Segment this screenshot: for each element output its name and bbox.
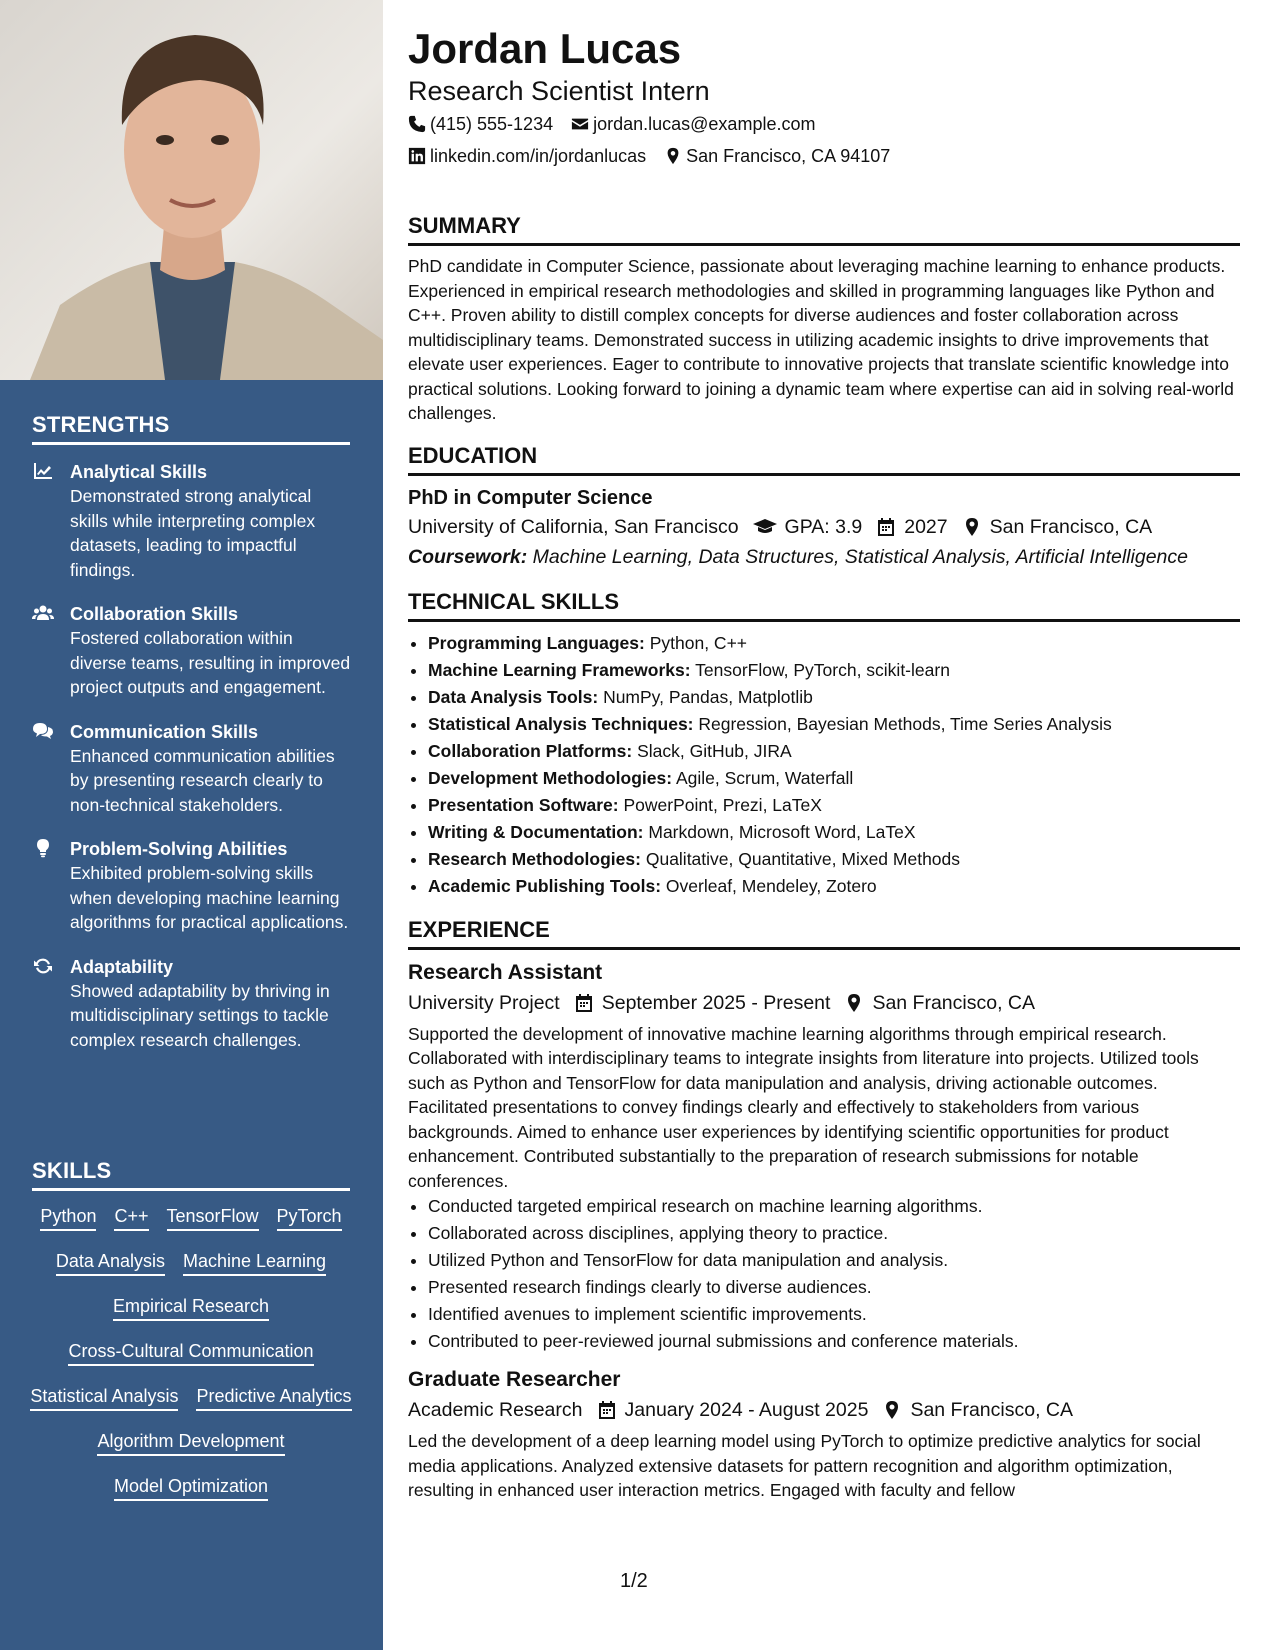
phone-icon — [408, 115, 426, 133]
tech-skill-value: Python, C++ — [649, 632, 748, 653]
lightbulb-icon — [32, 837, 70, 935]
technical-skills-heading: TECHNICAL SKILLS — [408, 588, 1240, 622]
job-location — [882, 1395, 1073, 1425]
calendar-icon — [597, 1400, 617, 1420]
list-item: • Conducted targeted empirical research on machine learning algorithms. — [428, 1193, 1240, 1220]
coursework-list: Machine Learning, Data Structures, Statistical Analysis, Artificial Intelligence — [532, 545, 1188, 568]
strength-description: Fostered collaboration within diverse teams, resulting in improved project outputs and engagement. — [70, 628, 351, 697]
tech-skill-label: Research Methodologies: — [428, 848, 641, 869]
strength-description: Demonstrated strong analytical skills while interpreting complex datasets, leading to impactful findings. — [70, 486, 316, 580]
list-item — [428, 711, 1240, 738]
job-location — [844, 988, 1035, 1018]
tech-skill-value: Regression, Bayesian Methods, Time Series Analysis — [698, 713, 1112, 734]
skill-tag: Algorithm Development — [97, 1429, 284, 1456]
skills-heading: SKILLS — [32, 1158, 350, 1191]
linkedin-icon — [408, 147, 426, 165]
job-meta — [408, 988, 1240, 1018]
calendar-icon — [876, 517, 896, 537]
education-degree: PhD in Computer Science — [408, 486, 653, 509]
skill-tag: Empirical Research — [113, 1294, 269, 1321]
job-entry — [408, 1365, 1240, 1503]
list-item — [428, 738, 1240, 765]
calendar-icon — [574, 993, 594, 1013]
strength-item — [32, 955, 352, 1053]
skill-tag: TensorFlow — [167, 1204, 259, 1231]
strength-description: Enhanced communication abilities by presenting research clearly to non-technical stakeholders. — [70, 745, 335, 815]
tech-skill-value: Slack, GitHub, JIRA — [637, 740, 792, 761]
list-item — [428, 630, 1240, 657]
chart-line-icon — [32, 460, 70, 582]
comments-icon — [32, 720, 70, 818]
main-content — [408, 24, 1240, 1503]
job-entry — [408, 958, 1240, 1356]
skill-tag: Statistical Analysis — [30, 1384, 178, 1411]
summary-heading: SUMMARY — [408, 212, 1240, 246]
job-meta — [408, 1395, 1240, 1425]
job-title: Graduate Researcher — [408, 1368, 621, 1391]
job-bullets — [408, 1193, 1240, 1355]
job-dates — [597, 1395, 869, 1425]
tech-skill-label: Programming Languages: — [428, 632, 645, 653]
map-pin-icon — [664, 147, 682, 165]
tech-skill-label: Academic Publishing Tools: — [428, 875, 662, 896]
list-item — [428, 657, 1240, 684]
education-location — [962, 512, 1153, 542]
tech-skill-label: Statistical Analysis Techniques: — [428, 713, 694, 734]
tech-skill-label: Machine Learning Frameworks: — [428, 659, 691, 680]
education-gpa — [753, 512, 863, 542]
page-number: 1/2 — [620, 1570, 648, 1592]
skill-tag: PyTorch — [277, 1204, 342, 1231]
tech-skill-value: TensorFlow, PyTorch, scikit-learn — [695, 659, 950, 680]
strength-item — [32, 602, 352, 700]
year-text: 2027 — [904, 515, 948, 538]
location-text: San Francisco, CA 94107 — [686, 146, 891, 166]
summary-text: PhD candidate in Computer Science, passionate about leveraging machine learning to enhance products. Experienced in empirical research methodologies and skilled in programming languages like Python and C++. Proven ability to distill complex concepts for diverse audiences and foster collaboration across multidisciplinary teams. Demonstrated success in utilizing academic insights to drive improvements that elevate user experiences. Eager to contribute to innovative projects that translate scientific knowledge into practical solutions. Looking forward to joining a dynamic team where expertise can aid in solving real-world challenges. — [408, 256, 1234, 423]
tech-skill-value: Agile, Scrum, Waterfall — [675, 767, 854, 788]
email-text[interactable]: jordan.lucas@example.com — [593, 114, 816, 134]
candidate-role: Research Scientist Intern — [408, 76, 710, 106]
linkedin-contact[interactable] — [408, 140, 646, 172]
candidate-name: Jordan Lucas — [408, 25, 682, 72]
list-item — [428, 846, 1240, 873]
profile-photo — [0, 0, 383, 380]
strength-title: Adaptability — [70, 956, 174, 977]
phone-text: (415) 555-1234 — [430, 114, 554, 134]
education-year — [876, 512, 947, 542]
contact-line — [408, 108, 1240, 140]
strength-item — [32, 720, 352, 818]
list-item — [428, 765, 1240, 792]
job-location-text: San Francisco, CA — [910, 1399, 1073, 1421]
job-location-text: San Francisco, CA — [872, 991, 1035, 1014]
list-item: • Utilized Python and TensorFlow for data manipulation and analysis. — [428, 1247, 1240, 1274]
education-school — [408, 512, 739, 542]
skill-tag: Python — [40, 1204, 96, 1231]
job-dates-text: September 2025 - Present — [601, 991, 831, 1014]
skill-tag: Model Optimization — [114, 1474, 268, 1501]
tech-skill-label: Writing & Documentation: — [428, 821, 644, 842]
school-name: University of California, San Francisco — [408, 515, 739, 538]
strength-title: Analytical Skills — [70, 462, 208, 482]
envelope-icon — [571, 115, 589, 133]
education-location-text: San Francisco, CA — [989, 515, 1153, 538]
users-icon — [32, 602, 70, 700]
strength-title: Communication Skills — [70, 721, 259, 742]
strength-title: Problem-Solving Abilities — [70, 839, 288, 859]
job-title: Research Assistant — [408, 960, 603, 984]
graduation-cap-icon — [753, 517, 777, 537]
tech-skill-label: Data Analysis Tools: — [428, 686, 599, 707]
tech-skill-label: Presentation Software: — [428, 794, 619, 815]
list-item — [428, 819, 1240, 846]
strength-description: Showed adaptability by thriving in multidisciplinary settings to tackle complex research challenges. — [70, 980, 330, 1050]
list-item — [428, 684, 1240, 711]
strengths-heading: STRENGTHS — [32, 412, 350, 445]
tech-skill-value: Overleaf, Mendeley, Zotero — [665, 875, 877, 896]
tech-skill-value: NumPy, Pandas, Matplotlib — [603, 686, 813, 707]
phone-contact — [408, 108, 553, 140]
skill-tag: Predictive Analytics — [196, 1384, 351, 1411]
strength-title: Collaboration Skills — [70, 604, 239, 624]
skills-list — [24, 1204, 358, 1501]
skill-tag: Data Analysis — [56, 1249, 165, 1276]
tech-skill-label: Development Methodologies: — [428, 767, 673, 788]
job-org-text: University Project — [408, 991, 560, 1014]
job-org-text: Academic Research — [408, 1399, 583, 1421]
gpa-text: GPA: 3.9 — [784, 515, 863, 538]
map-pin-icon — [882, 1400, 902, 1420]
map-pin-icon — [962, 517, 982, 537]
email-contact[interactable] — [571, 108, 815, 140]
sidebar — [0, 0, 383, 1650]
list-item: • Contributed to peer-reviewed journal submissions and conference materials. — [428, 1328, 1240, 1355]
strength-item — [32, 837, 352, 935]
coursework — [408, 542, 1240, 572]
tech-skill-value: Markdown, Microsoft Word, LaTeX — [648, 821, 916, 842]
skill-tag: Machine Learning — [183, 1249, 326, 1276]
coursework-label: Coursework: — [408, 545, 528, 568]
list-item: • Identified avenues to implement scientific improvements. — [428, 1301, 1240, 1328]
job-description: Led the development of a deep learning model using PyTorch to optimize predictive analytics for social media applications. Analyzed extensive datasets for pattern recognition and algorithm optimization, resulting in enhanced user interaction metrics. Engaged with faculty and fellow — [408, 1431, 1201, 1500]
list-item: • Presented research findings clearly to diverse audiences. — [428, 1274, 1240, 1301]
linkedin-text[interactable]: linkedin.com/in/jordanlucas — [430, 146, 647, 166]
job-description: Supported the development of innovative machine learning algorithms through empirical research. Collaborated with interdisciplinary teams to integrate insights from literature into projects. Utilized tools such as Python and TensorFlow for data manipulation and analysis, driving actionable outcomes. Facilitated presentations to convey findings clearly and effectively to stakeholders from various backgrounds. Aimed to enhance user experiences by identifying scientific opportunities for product enhancement. Contributed substantially to the preparation of research submissions for notable conferences. — [408, 1023, 1199, 1191]
strength-item — [32, 460, 352, 582]
education-heading: EDUCATION — [408, 442, 1240, 476]
map-pin-icon — [844, 993, 864, 1013]
list-item — [428, 873, 1240, 900]
skill-tag: C++ — [114, 1204, 148, 1231]
list-item — [428, 792, 1240, 819]
tech-skill-value: PowerPoint, Prezi, LaTeX — [623, 794, 822, 815]
tech-skill-value: Qualitative, Quantitative, Mixed Methods — [645, 848, 961, 869]
technical-skills-list — [408, 630, 1240, 900]
job-dates-text: January 2024 - August 2025 — [624, 1399, 869, 1421]
job-dates — [574, 988, 831, 1018]
education-meta — [408, 512, 1240, 542]
experience-heading: EXPERIENCE — [408, 916, 1240, 950]
job-org — [408, 988, 560, 1018]
job-org — [408, 1395, 583, 1425]
skill-tag: Cross-Cultural Communication — [68, 1339, 313, 1366]
location-contact — [664, 140, 890, 172]
list-item: • Collaborated across disciplines, applying theory to practice. — [428, 1220, 1240, 1247]
strengths-list — [32, 460, 352, 1072]
tech-skill-label: Collaboration Platforms: — [428, 740, 633, 761]
strength-description: Exhibited problem-solving skills when developing machine learning algorithms for practical applications. — [70, 863, 349, 932]
refresh-icon — [32, 955, 70, 1053]
contact-line-2 — [408, 140, 1240, 172]
